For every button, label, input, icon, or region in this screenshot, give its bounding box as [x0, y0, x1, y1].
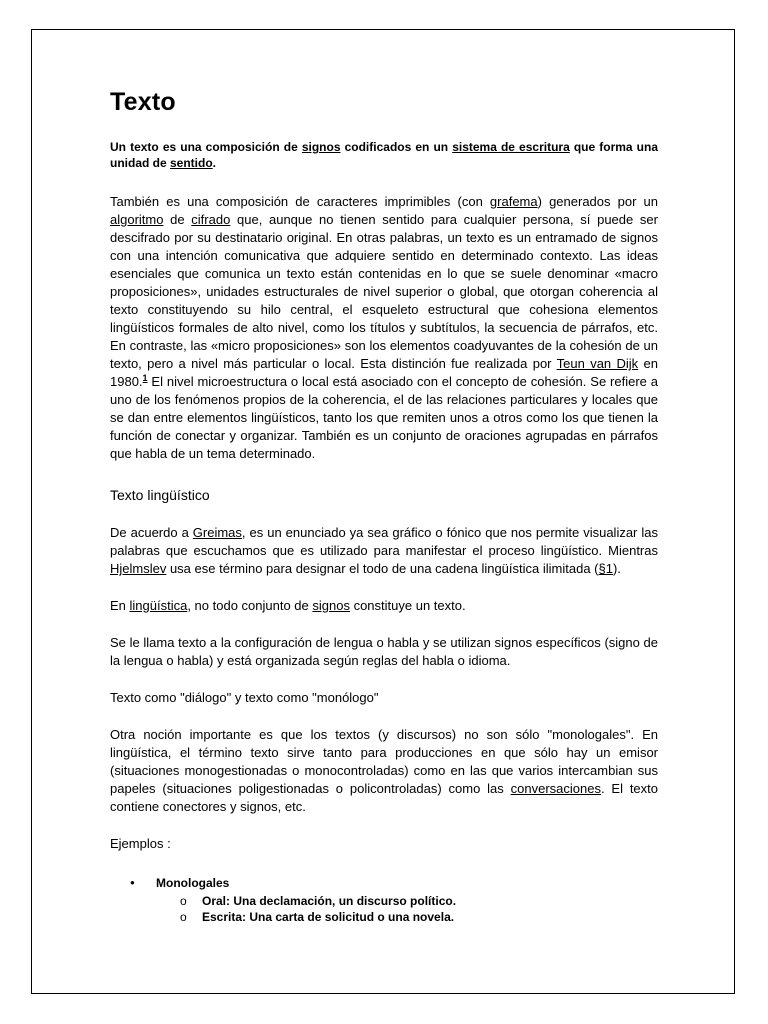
list-item: o Oral: Una declamación, un discurso político. [156, 893, 658, 909]
footnote-ref[interactable]: 1 [142, 373, 148, 383]
link-sistema-de-escritura[interactable]: sistema de escritura [452, 140, 570, 154]
link-grafema[interactable]: grafema [489, 194, 538, 209]
linguistica-paragraph: En lingüística, no todo conjunto de signos constituye un texto. [110, 598, 466, 613]
link-conversaciones[interactable]: conversaciones [510, 781, 601, 796]
link-signos-2[interactable]: signos [312, 598, 350, 613]
examples-list [110, 875, 658, 925]
link-teun-van-dijk[interactable]: Teun van Dijk [556, 356, 639, 371]
document-body [110, 88, 658, 925]
link-linguistica[interactable]: lingüística [129, 598, 188, 613]
page-title: Texto [110, 88, 176, 116]
dialogo-monologo-line: Texto como "diálogo" y texto como "monólogo" [110, 690, 379, 705]
definition-paragraph: También es una composición de caracteres imprimibles (con grafema) generados por un algoritmo de cifrado que, aunque no tienen sentido para cualquier persona, sí puede ser descifrado por su destinatario original. En otras palabras, un texto es un entramado de signos con una intención comunicativa que adquiere sentido en determinado contexto. Las ideas esenciales que comunica un texto están contenidas en lo que se suele denominar «macro proposiciones», unidades estructurales de nivel superior o global, que otorgan coherencia al texto constituyendo su hilo central, el esqueleto estructural que cohesiona elementos lingüísticos formales de alto nivel, como los títulos y subtítulos, la secuencia de párrafos, etc. En contraste, las «micro proposiciones» son los elementos coadyuvantes de la cohesión de un texto, pero a nivel más particular o local. Esta distinción fue realizada por Teun van Dijk en 1980.$^1$ El nivel microestructura o local está asociado con el concepto de cohesión. Se refiere a uno de los fenómenos propios de la coherencia, el de las relaciones particulares y locales que se dan entre elementos lingüísticos, tanto los que remiten unos a otros como los que tienen la función de conectar y organizar. También es un conjunto de oraciones agrupadas en párrafos que habla de un tema determinado. [110, 194, 658, 461]
link-hjelmslev[interactable]: Hjelmslev [110, 561, 167, 576]
link-algoritmo[interactable]: algoritmo [110, 212, 164, 227]
monologales-paragraph: Otra noción importante es que los textos (y discursos) no son sólo "monologales". En lingüística, el término texto sirve tanto para producciones en que sólo hay un emisor (situaciones monogestionadas o monocontroladas) como en las que varios intercambian sus papeles (situaciones poligestionadas o policontroladas) como las conversaciones. El texto contiene conectores y signos, etc. [110, 727, 659, 814]
section-heading: Texto lingüístico [110, 487, 210, 503]
list-item: ● Monologales o Oral: Una declamación, un discurso político. o Escrita: Una carta de solicitud o una novela. [110, 875, 658, 925]
link-section-1[interactable]: §1 [598, 561, 613, 576]
ejemplos-label: Ejemplos : [110, 836, 171, 851]
link-sentido[interactable]: sentido [170, 156, 213, 170]
intro-paragraph: Un texto es una composición de signos codificados en un sistema de escritura que forma una unidad de sentido. [110, 140, 658, 170]
sub-list [156, 893, 658, 925]
configuracion-paragraph: Se le llama texto a la configuración de lengua o habla y se utilizan signos específicos (signo de la lengua o habla) y está organizada según reglas del habla o idioma. [110, 635, 658, 668]
greimas-paragraph: De acuerdo a Greimas, es un enunciado ya sea gráfico o fónico que nos permite visualizar las palabras que escuchamos que es utilizado para manifestar el proceso lingüístico. Mientras Hjelmslev usa ese término para designar el todo de una cadena lingüística ilimitada (§1). [110, 525, 658, 576]
link-greimas[interactable]: Greimas [192, 525, 242, 540]
link-cifrado[interactable]: cifrado [191, 212, 231, 227]
link-signos[interactable]: signos [301, 140, 341, 154]
list-item: o Escrita: Una carta de solicitud o una novela. [156, 909, 658, 925]
